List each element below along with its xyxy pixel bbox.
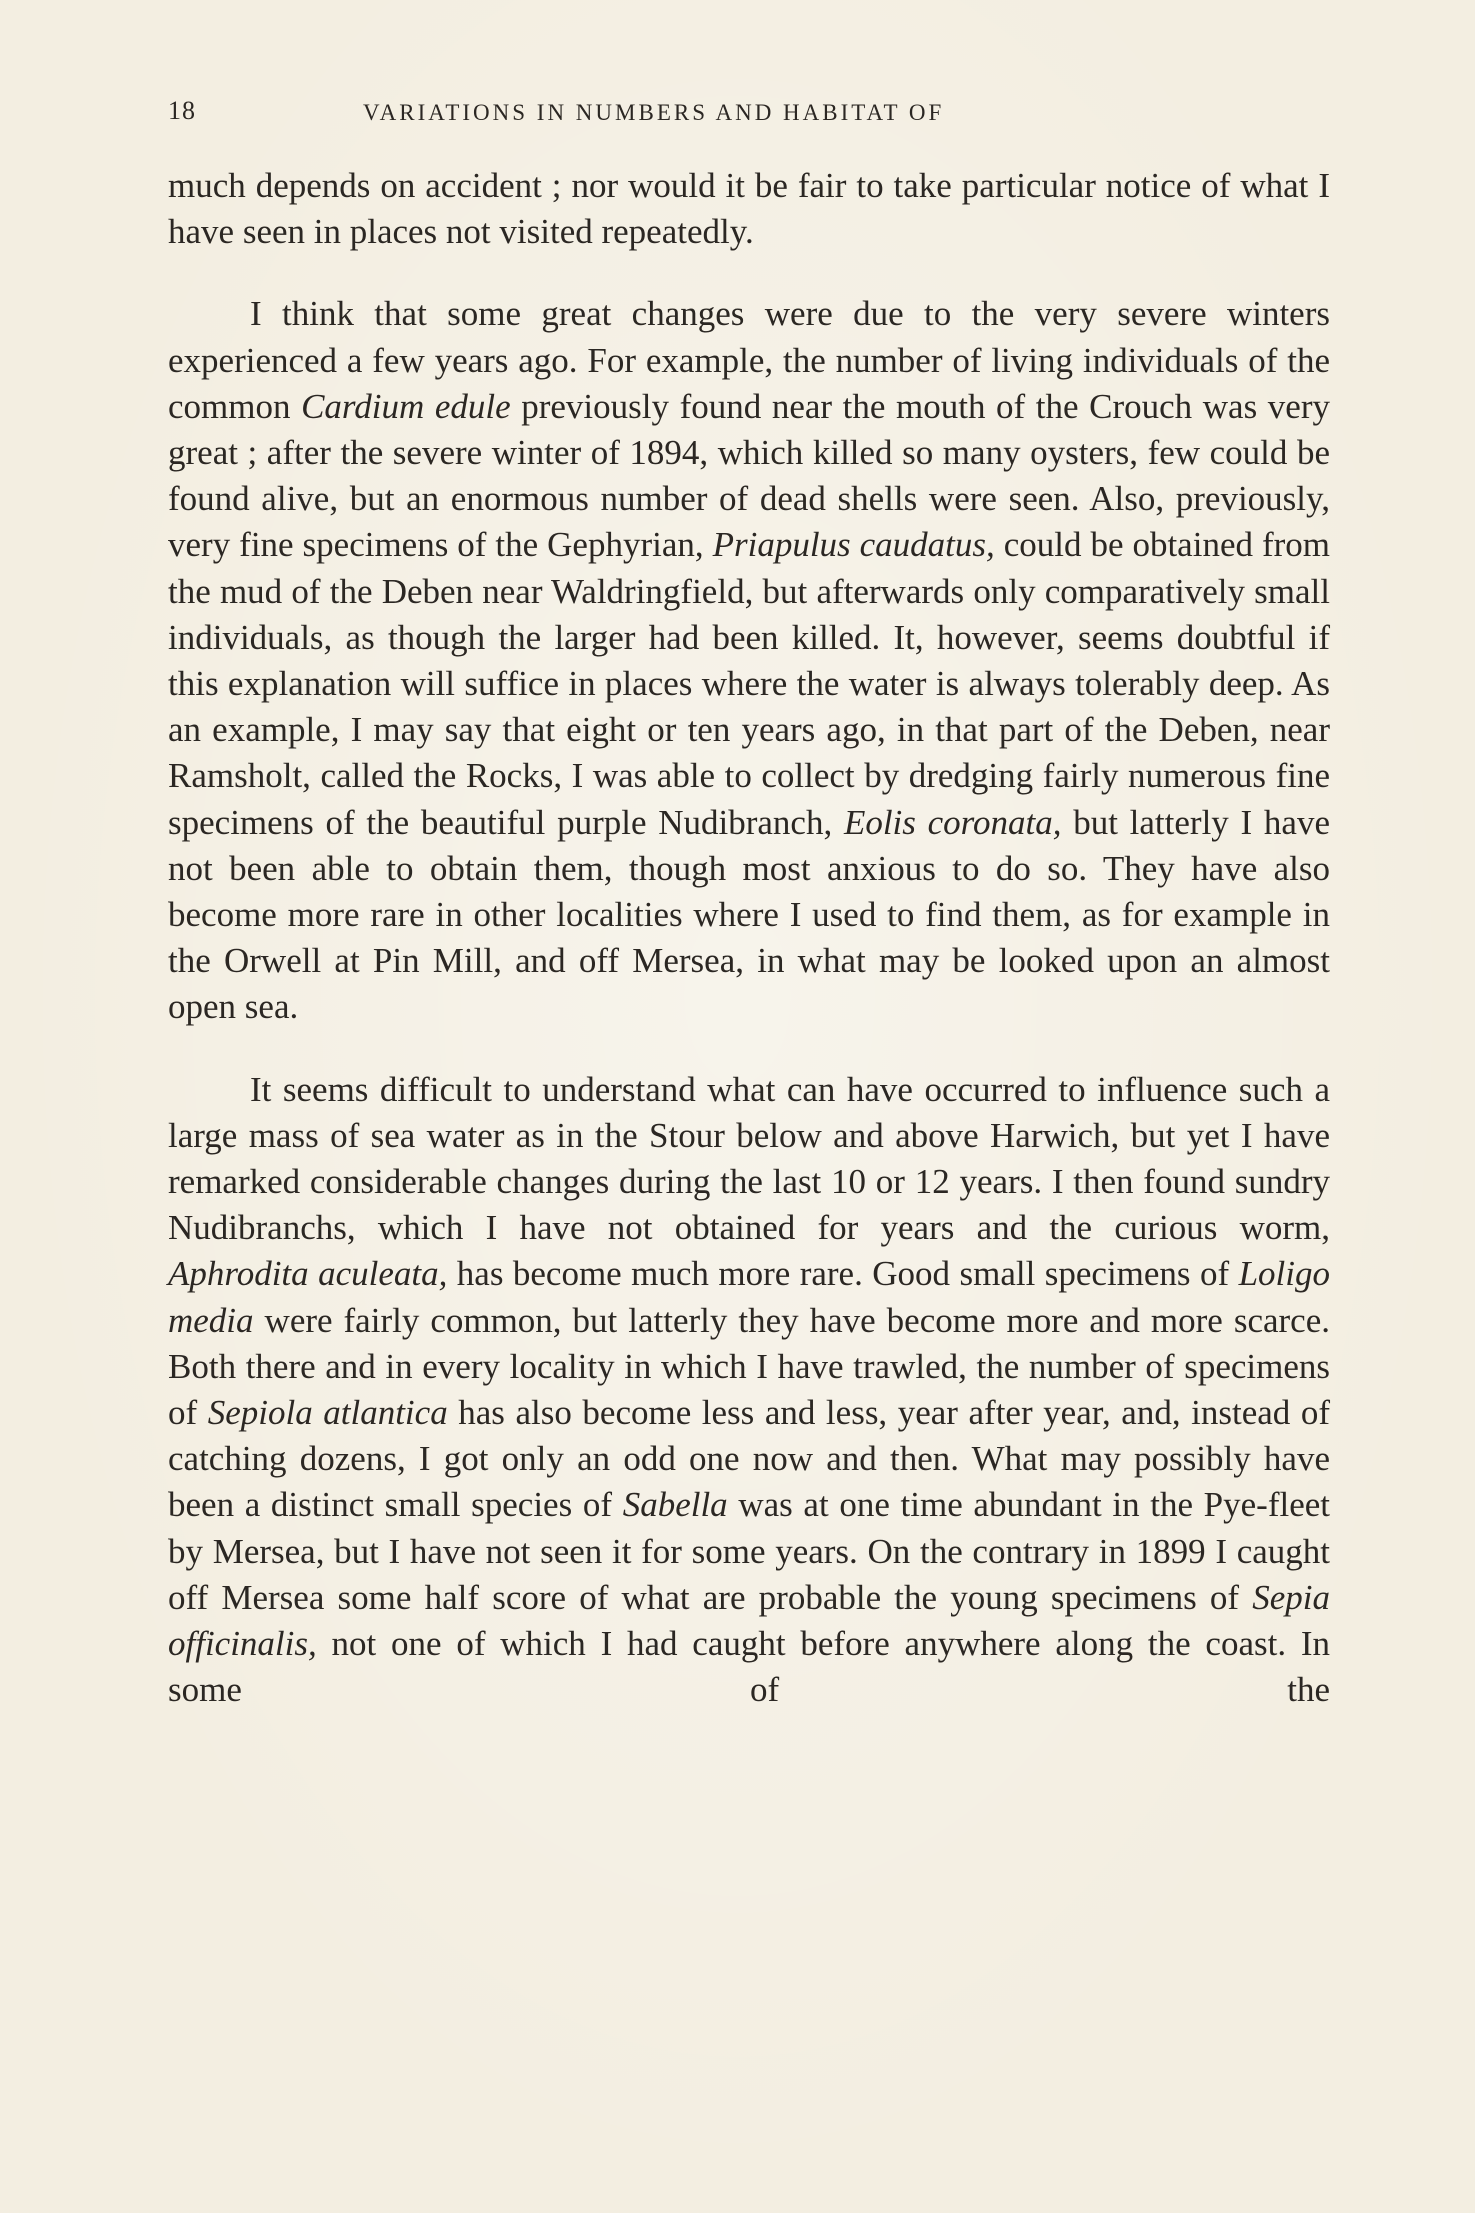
text-run: not one of which I had caught before anywhere along the coast. In some of the [168, 1624, 1330, 1710]
species-name: Sepia officinalis, [168, 1577, 1330, 1664]
species-name: Sabella [622, 1485, 728, 1525]
text-run: has also become less and less, year after year, and, instead of catching dozens, I got only an odd one now and then. What may possibly have been a distinct small species of [168, 1393, 1331, 1525]
running-title: VARIATIONS IN NUMBERS AND HABITAT OF [363, 100, 945, 125]
text-run: was at one time abundant in the Pye-fleet by Mersea, but I have not seen it for some years. On the contrary in 1899 I caught off Mersea some half score of what are probable the young specimens of [168, 1485, 1330, 1617]
text-run: much depends on accident ; nor would it be fair to take particular notice of what I have seen in places not visited repeatedly. [168, 166, 1330, 252]
paragraph-continued [168, 163, 1330, 255]
species-name: Loligo media [168, 1254, 1330, 1340]
species-name: Priapulus caudatus, [712, 525, 995, 565]
text-run: I think that some great changes were due to the very severe winters experienced a few years ago. For example, the number of living individuals of the common [168, 294, 1330, 426]
text-run: were fairly common, but latterly they have become more and more scarce. Both there and in every locality in which I have trawled, the number of specimens of [168, 1300, 1330, 1433]
species-name: Eolis coronata, [843, 802, 1062, 842]
species-name: Sepiola atlantica [207, 1393, 448, 1433]
body-text [168, 163, 1330, 1714]
paragraph-severe-winters [168, 291, 1330, 1030]
text-run: previously found near the mouth of the Crouch was very great ; after the severe winter of 1894, which killed so many oysters, few could be found alive, but an enormous number of dead shells were seen. Also, previously, very fine specimens of the Gephyrian, [168, 386, 1330, 565]
page-number: 18 [168, 96, 196, 125]
text-run: It seems difficult to understand what can have occurred to influence such a large mass of sea water as in the Stour below and above Harwich, but yet I have remarked considerable changes during the last 10 or 12 years. I then found sundry Nudibranchs, which I have not obtained for years and the curious worm, [168, 1069, 1330, 1248]
text-run: has become much more rare. Good small specimens of [447, 1254, 1239, 1294]
paragraph-stour-changes [168, 1067, 1330, 1714]
text-run: could be obtained from the mud of the Deben near Waldringfield, but afterwards only comparatively small individuals, as though the larger had been killed. It, however, seems doubtful if this explanation will suffice in places where the water is always tolerably deep. As an example, I may say that eight or ten years ago, in that part of the Deben, near Ramsholt, called the Rocks, I was able to collect by dredging fairly numerous fine specimens of the beautiful purple Nudibranch, [168, 525, 1330, 842]
text-run: but latterly I have not been able to obtain them, though most anxious to do so. They have also become more rare in other localities where I used to find them, as for example in the Orwell at Pin Mill, and off Mersea, in what may be looked upon an almost open sea. [168, 802, 1330, 1027]
species-name: Cardium edule [301, 386, 511, 426]
species-name: Aphrodita aculeata, [168, 1254, 448, 1294]
running-head [168, 96, 1330, 136]
